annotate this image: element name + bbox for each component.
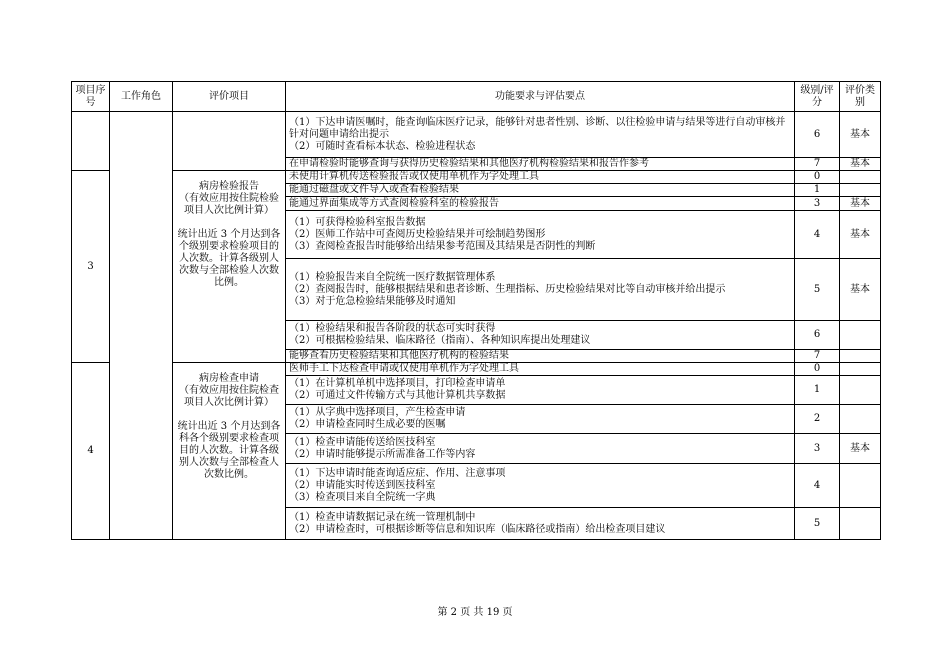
header-requirements: 功能要求与评估要点	[286, 82, 795, 112]
requirement-cell	[286, 464, 795, 508]
evaluation-item-cell	[173, 363, 286, 540]
requirement-line: （1）检查申请数据记录在统一管理机制中	[289, 511, 476, 523]
requirement-line: 能通过磁盘或文件导入或查看检验结果	[289, 184, 459, 195]
level-cell: 4	[795, 464, 840, 508]
header-item: 评价项目	[173, 82, 286, 112]
level-cell: 6	[795, 112, 840, 158]
evaluation-table	[71, 81, 881, 540]
requirement-line: （2）申请时能够提示所需准备工作等内容	[289, 448, 476, 460]
level-cell: 1	[795, 376, 840, 405]
requirement-cell	[286, 211, 795, 259]
requirement-line: （1）从字典中选择项目，产生检查申请	[289, 407, 466, 418]
level-cell: 5	[795, 508, 840, 540]
level-cell: 2	[795, 405, 840, 434]
requirement-line: （1）下达申请时能查询适应症、作用、注意事项	[289, 467, 506, 479]
level-cell: 0	[795, 363, 840, 376]
requirement-cell	[286, 259, 795, 321]
category-cell	[840, 350, 881, 363]
requirement-line: （1）检验报告来自全院统一医疗数据管理体系	[289, 271, 496, 283]
seq-cell: 3	[72, 171, 110, 363]
requirement-line: （1）可获得检验科室报告数据	[289, 216, 426, 228]
level-cell: 3	[795, 434, 840, 464]
category-cell: 基本	[840, 112, 881, 158]
table-row	[72, 112, 881, 158]
header-role: 工作角色	[110, 82, 173, 112]
item-text: （有效应用按住院检查项目人次比例计算）	[179, 385, 279, 408]
evaluation-item-cell	[173, 171, 286, 363]
level-cell: 0	[795, 171, 840, 184]
role-cell	[110, 112, 173, 540]
requirement-cell	[286, 363, 795, 376]
requirement-cell	[286, 434, 795, 464]
level-cell: 6	[795, 321, 840, 350]
category-cell	[840, 321, 881, 350]
category-cell: 基本	[840, 211, 881, 259]
item-text: （有效应用按住院检验项目人次比例计算）	[179, 193, 279, 216]
requirement-cell	[286, 158, 795, 171]
requirement-line: （2）可随时查看标本状态、检验进程状态	[289, 140, 476, 152]
category-cell: 基本	[840, 434, 881, 464]
header-level: 级别/评分	[795, 82, 840, 112]
requirement-line: 能通过界面集成等方式查阅检验科室的检验报告	[289, 197, 499, 209]
category-cell	[840, 171, 881, 184]
level-cell: 5	[795, 259, 840, 321]
requirement-line: （2）可通过文件传输方式与其他计算机共享数据	[289, 390, 506, 401]
category-cell	[840, 464, 881, 508]
requirement-cell	[286, 376, 795, 405]
requirement-line: （3）对于危急检验结果能够及时通知	[289, 295, 456, 307]
item-text	[176, 217, 282, 229]
requirement-line: 在申请检验时能够查询与获得历史检验结果和其他医疗机构检验结果和报告作参考	[289, 158, 649, 169]
requirement-line: （2）可根据检验结果、临床路径（指南）、各种知识库提出处理建议	[289, 335, 591, 346]
table-row	[72, 171, 881, 184]
category-cell	[840, 184, 881, 197]
requirement-line: （2）查阅报告时，能够根据结果和患者诊断、生理指标、历史检验结果对比等自动审核并给出提示	[289, 283, 726, 295]
requirement-line: 医师手工下达检查申请或仅使用单机作为字处理工具	[289, 363, 519, 374]
item-text	[176, 409, 282, 421]
category-cell	[840, 405, 881, 434]
requirement-cell	[286, 197, 795, 211]
level-cell: 3	[795, 197, 840, 211]
table-row	[72, 363, 881, 376]
requirement-line: （3）查阅检查报告时能够给出结果参考范围及其结果是否阴性的判断	[289, 240, 596, 252]
level-cell: 7	[795, 158, 840, 171]
requirement-line: （3）检查项目来自全院统一字典	[289, 491, 436, 503]
requirement-line: （2）申请能实时传送到医技科室	[289, 479, 436, 491]
page-footer: 第 2 页 共 19 页	[437, 607, 513, 618]
requirement-cell	[286, 508, 795, 540]
requirement-line: （1）下达申请医嘱时，能查询临床医疗记录，能够针对患者性别、诊断、以往检验申请与结果等进行自动审核并针对问题申请给出提示	[289, 116, 786, 140]
item-cell	[173, 112, 286, 171]
requirement-line: （2）申请检查时，可根据诊断等信息和知识库（临床路径或指南）给出检查项目建议	[289, 523, 666, 535]
item-text: 统计出近 3 个月达到各个级别要求检验项目的人次数。计算各级别人次数与全部检验人次数比例。	[177, 229, 281, 288]
page-cut	[70, 568, 882, 578]
level-cell: 1	[795, 184, 840, 197]
requirement-cell	[286, 321, 795, 350]
requirement-cell	[286, 350, 795, 363]
category-cell	[840, 508, 881, 540]
header-seq: 项目序号	[72, 82, 110, 112]
requirement-line: （2）申请检查同时生成必要的医嘱	[289, 419, 446, 430]
category-cell: 基本	[840, 158, 881, 171]
requirement-line: （2）医师工作站中可查阅历史检验结果并可绘制趋势图形	[289, 228, 546, 240]
requirement-cell	[286, 405, 795, 434]
requirement-cell	[286, 171, 795, 184]
item-text: 病房检查申请	[199, 373, 259, 384]
table-header-row	[72, 82, 881, 112]
category-cell	[840, 376, 881, 405]
category-cell: 基本	[840, 197, 881, 211]
requirement-line: （1）在计算机单机中选择项目，打印检查申请单	[289, 378, 506, 389]
table-body	[72, 112, 881, 540]
requirement-line: 能够查看历史检验结果和其他医疗机构的检验结果	[289, 350, 509, 361]
requirement-line: （1）检验结果和报告各阶段的状态可实时获得	[289, 323, 496, 334]
level-cell: 4	[795, 211, 840, 259]
seq-cell: 4	[72, 363, 110, 540]
level-cell: 7	[795, 350, 840, 363]
category-cell: 基本	[840, 259, 881, 321]
requirement-cell	[286, 112, 795, 158]
requirement-line: （1）检查申请能传送给医技科室	[289, 436, 436, 448]
requirement-line: 未使用计算机传送检验报告或仅使用单机作为字处理工具	[289, 171, 539, 182]
category-cell	[840, 363, 881, 376]
header-category: 评价类别	[840, 82, 881, 112]
requirement-cell	[286, 184, 795, 197]
item-text: 病房检验报告	[199, 181, 259, 192]
item-text: 统计出近 3 个月达到各科各个级别要求检查项目的人次数。计算各级别人次数与全部检查人次数比例。	[177, 421, 281, 480]
seq-cell	[72, 112, 110, 171]
